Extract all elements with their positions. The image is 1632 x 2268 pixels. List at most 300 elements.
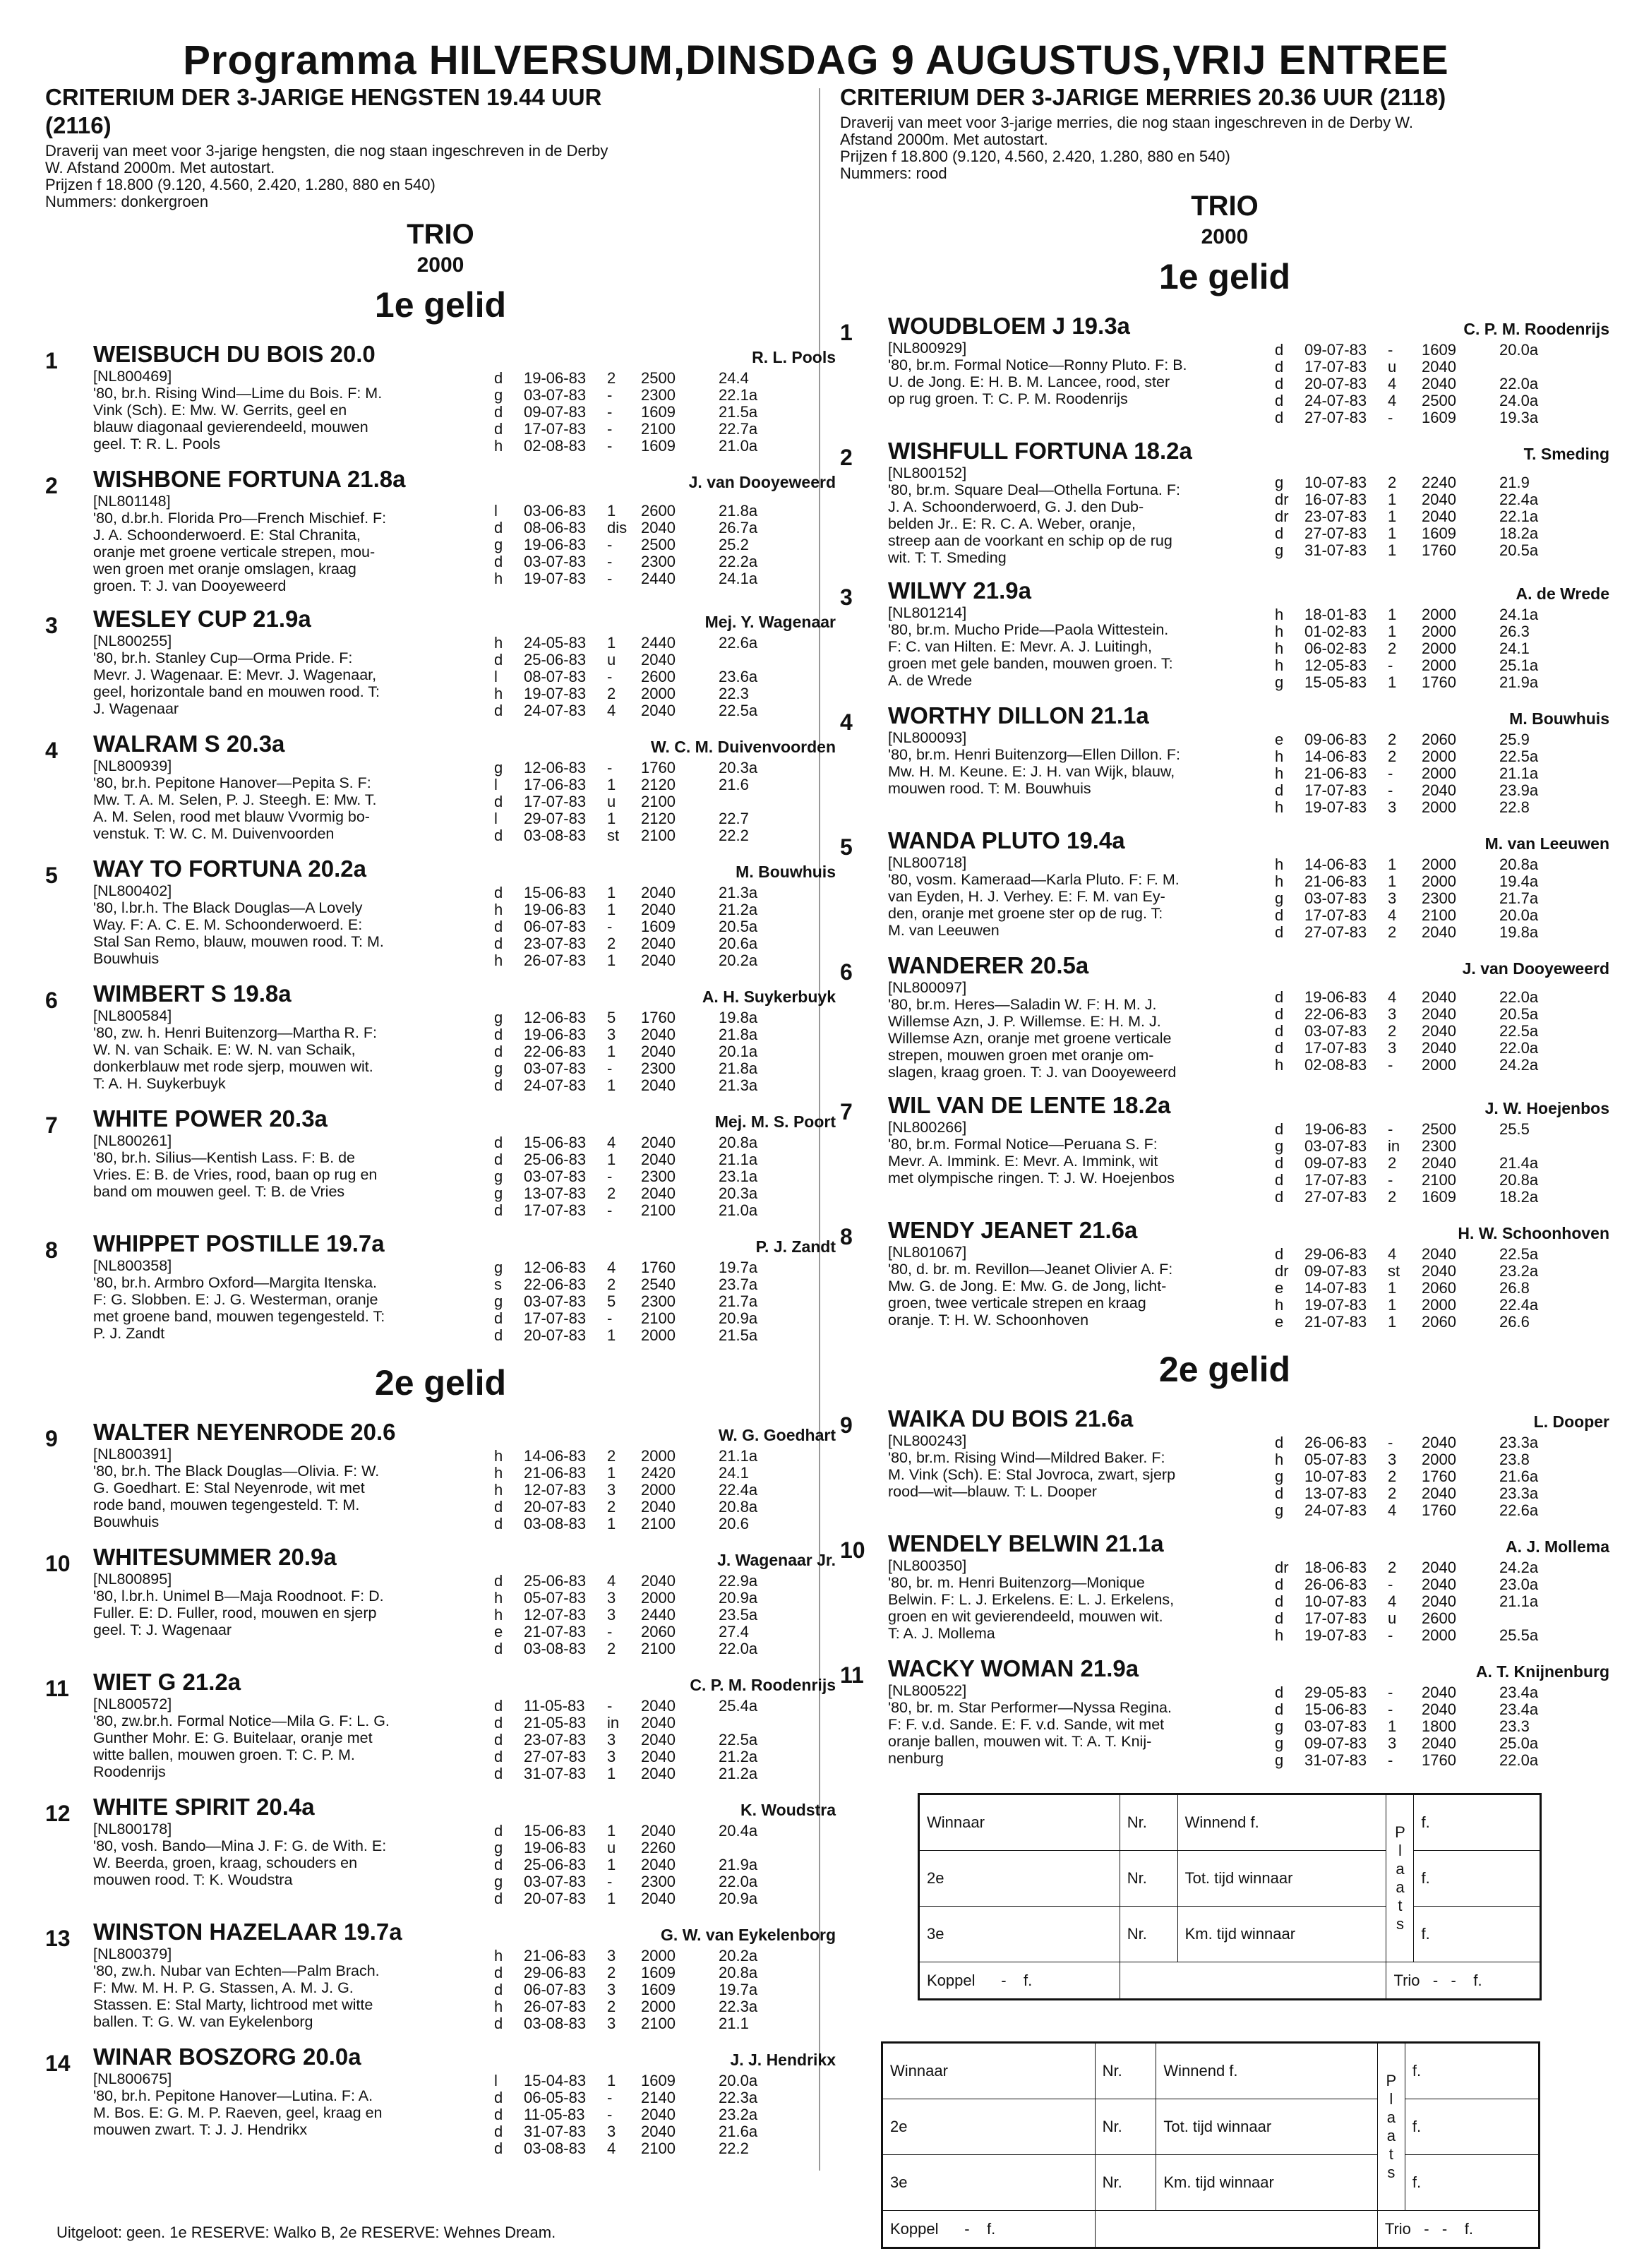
result-distance: 2300: [1422, 889, 1456, 907]
grid-koppel-label: [883, 2211, 1096, 2248]
result-line: [524, 1516, 836, 1532]
entry-track-codes: [1275, 339, 1299, 426]
grid-2e-label: 2e: [883, 2099, 1096, 2155]
entry-info: [93, 2044, 488, 2157]
result-place: 1: [607, 1890, 616, 1907]
result-date: 17-07-83: [524, 1201, 587, 1219]
result-line: [1304, 542, 1609, 559]
result-place: 1: [607, 1822, 616, 1840]
result-distance: 2600: [641, 501, 676, 520]
track-code: d: [494, 1572, 503, 1590]
result-time: 20.6: [719, 1515, 749, 1532]
result-place: -: [607, 420, 613, 438]
result-line: [524, 421, 836, 438]
result-distance: 2040: [1422, 358, 1456, 376]
grid-koppel-value[interactable]: [1095, 2211, 1377, 2248]
entry-description: '80, br.h. Stanley Cup—Orma Pride. F: Mevr. J. Wagenaar. E: Mevr. J. Wagenaar, geel, horizontale band en mouwen rood. T: J. Wagenaar: [93, 649, 380, 717]
result-line: [1304, 1263, 1609, 1280]
result-date: 09-07-83: [1304, 341, 1367, 359]
entry-description: '80, l.br.h. The Black Douglas—A Lovely Way. F: A. C. E. M. Schoonderwoerd. E: Stal San Remo, blauw, mouwen rood. T: M. Bouwhuis: [93, 899, 384, 967]
entry-trainer: W. C. M. Duivenvoorden: [651, 738, 836, 756]
result-time: 21.2a: [719, 1748, 758, 1765]
result-time: 20.1a: [719, 1043, 758, 1060]
result-time: 23.8: [1499, 1451, 1530, 1468]
result-line: [524, 884, 836, 901]
result-line: [524, 1823, 836, 1840]
track-code: d: [494, 369, 503, 387]
result-line: [524, 901, 836, 918]
result-distance: 2300: [641, 1292, 676, 1310]
entry-info: [93, 1230, 488, 1344]
entry-code: [NL800097]: [888, 979, 967, 996]
result-time: 22.0a: [1499, 375, 1539, 392]
result-line: [1304, 640, 1609, 657]
result-place: 2: [607, 369, 616, 387]
right-race-column: [840, 83, 1609, 1780]
entry-description: '80, br.m. Square Deal—Othella Fortuna. F: J. A. Schoonderwoerd, G. J. den Dub- belden Jr.. E: R. C. A. Weber, oranje, streep aan de voorkant en schip op de rug wit. T: T. Smeding: [888, 481, 1180, 566]
result-distance: 2040: [641, 1731, 676, 1748]
entry-track-codes: [1275, 1681, 1299, 1769]
track-code: g: [1275, 541, 1284, 559]
result-place: 2: [1388, 1188, 1397, 1206]
result-place: 1: [1388, 1279, 1397, 1297]
result-distance: 1760: [1422, 673, 1456, 691]
result-place: -: [607, 759, 613, 776]
entry-code: [NL800178]: [93, 1820, 172, 1837]
result-line: [1304, 873, 1609, 890]
left-race-desc: [45, 143, 836, 210]
result-time: 22.2: [719, 827, 749, 844]
grid-nr-label: Nr.: [1095, 2099, 1156, 2155]
result-line: [524, 503, 836, 520]
result-distance: 2140: [641, 2089, 676, 2106]
entry-results: [524, 757, 836, 844]
grid-dash: -: [1424, 2219, 1429, 2238]
result-place: 4: [1388, 1592, 1397, 1610]
track-code: l: [494, 776, 498, 793]
track-code: g: [494, 1259, 503, 1276]
right-gelid-1: 1e gelid: [1158, 257, 1291, 296]
race-entry: [45, 606, 836, 719]
result-distance: 2000: [1422, 606, 1456, 623]
result-time: [719, 1840, 836, 1856]
result-line: [524, 1856, 836, 1873]
result-place: 1: [607, 1326, 616, 1344]
entry-info: [888, 1655, 1269, 1769]
result-line: [524, 2123, 836, 2140]
result-time: 22.7: [719, 810, 749, 827]
entry-code: [NL800391]: [93, 1446, 172, 1463]
track-code: d: [494, 827, 503, 844]
result-place: -: [607, 569, 613, 587]
race-entry: [45, 1919, 836, 2032]
grid-f-cell[interactable]: f.: [1405, 2044, 1538, 2099]
result-date: 21-06-83: [1304, 764, 1367, 782]
entry-info: [93, 1669, 488, 1782]
grid-koppel-value[interactable]: [1120, 1962, 1386, 1999]
result-distance: 2040: [1422, 1484, 1456, 1502]
result-line: [1304, 1057, 1609, 1074]
left-entries-1: [45, 341, 836, 1355]
result-distance: 1609: [1422, 341, 1456, 359]
track-code: d: [1275, 1700, 1284, 1718]
result-distance: 2040: [641, 952, 676, 969]
result-place: -: [607, 403, 613, 421]
result-place: 1: [607, 952, 616, 969]
entry-track-codes: [494, 367, 518, 455]
result-time: 23.0a: [1499, 1576, 1539, 1593]
entry-info: [888, 827, 1269, 941]
result-date: 22-06-83: [1304, 1004, 1367, 1023]
result-line: [1304, 748, 1609, 765]
result-place: 4: [607, 702, 616, 719]
result-line: [1304, 1434, 1609, 1451]
result-line: [524, 2015, 836, 2032]
result-time: 22.4a: [1499, 1296, 1539, 1314]
result-time: 21.9: [1499, 473, 1530, 491]
result-time: 21.9a: [719, 1856, 758, 1873]
result-line: [1304, 1610, 1609, 1627]
result-place: -: [607, 1623, 613, 1640]
grid-plaats-letter: s: [1396, 1915, 1404, 1933]
result-time: 21.1a: [719, 1447, 758, 1465]
result-time: 22.5a: [719, 702, 758, 719]
result-distance: 2040: [641, 1572, 676, 1590]
result-date: 21-06-83: [524, 1464, 587, 1482]
grid-plaats-label: [1386, 1795, 1414, 1962]
result-date: 03-07-83: [1304, 1021, 1367, 1040]
track-code: d: [494, 420, 503, 438]
entry-trainer: A. de Wrede: [1516, 584, 1609, 603]
entry-description: '80, br.h. Rising Wind—Lime du Bois. F: M. Vink (Sch). E: Mw. W. Gerrits, geel en blauw diagonaal gevierendeeld, mouwen geel. T: R. L. Pools: [93, 385, 383, 452]
result-date: 03-07-83: [1304, 1717, 1367, 1735]
entry-number: 1: [840, 320, 853, 345]
track-code: d: [494, 935, 503, 952]
result-distance: 2000: [1422, 1055, 1456, 1074]
result-date: 29-07-83: [524, 810, 587, 827]
track-code: d: [494, 1515, 503, 1532]
result-distance: 2040: [641, 1151, 676, 1168]
track-code: d: [494, 1964, 503, 1981]
result-place: 1: [607, 1765, 616, 1782]
entry-track-codes: [1275, 1556, 1299, 1644]
result-time: 20.8a: [1499, 1171, 1539, 1189]
entry-description: '80, br.h. Silius—Kentish Lass. F: B. de Vries. E: B. de Vries, rood, baan op rug en band om mouwen geel. T: B. de Vries: [93, 1149, 378, 1200]
track-code: g: [494, 1292, 503, 1310]
track-code: d: [494, 2015, 503, 2032]
track-code: d: [494, 1640, 503, 1657]
result-time: 24.4: [719, 369, 749, 387]
result-distance: 2000: [1422, 640, 1456, 657]
grid-f-cell[interactable]: f.: [1414, 1795, 1540, 1851]
result-date: 03-07-83: [1304, 1137, 1367, 1155]
result-place: u: [607, 1839, 616, 1856]
grid-winnaar-label: Winnaar: [883, 2044, 1096, 2099]
entry-number: 6: [840, 959, 853, 985]
result-distance: 2500: [1422, 1120, 1456, 1138]
result-place: 2: [607, 1276, 616, 1293]
result-time: 19.4a: [1499, 872, 1539, 890]
result-place: 1: [607, 1076, 616, 1094]
race-entry: [45, 1544, 836, 1657]
grid-f-cell[interactable]: f.: [1414, 1907, 1540, 1962]
grid-plaats-letter: a: [1386, 2108, 1396, 2127]
result-distance: 2040: [641, 1856, 676, 1873]
result-distance: 2300: [641, 386, 676, 404]
result-place: 1: [1388, 673, 1397, 691]
result-line: [524, 387, 836, 404]
result-line: [1304, 799, 1609, 816]
result-distance: 2000: [641, 1326, 676, 1344]
result-distance: 2000: [641, 1947, 676, 1964]
result-date: 08-06-83: [524, 518, 587, 536]
result-line: [524, 1640, 836, 1657]
result-date: 21-05-83: [524, 1714, 587, 1732]
entry-number: 10: [840, 1537, 865, 1563]
result-line: [524, 1077, 836, 1094]
result-line: [1304, 1314, 1609, 1331]
result-place: 4: [607, 2140, 616, 2157]
entry-number: 13: [45, 1926, 71, 1951]
result-distance: 2040: [1422, 1734, 1456, 1752]
result-line: [524, 935, 836, 952]
result-date: 03-08-83: [524, 2140, 587, 2157]
result-place: 2: [1388, 1468, 1397, 1485]
race-entry: [45, 1419, 836, 1532]
track-code: h: [494, 952, 503, 969]
result-date: 03-08-83: [524, 2015, 587, 2032]
entry-name: WAY TO FORTUNA 20.2a: [93, 856, 366, 882]
track-code: d: [1275, 923, 1284, 941]
result-place: 2: [607, 1640, 616, 1657]
entry-description: '80, l.br.h. Unimel B—Maja Roodnoot. F: D. Fuller. E: D. Fuller, rood, mouwen en sjerp geel. T: J. Wagenaar: [93, 1588, 384, 1638]
result-date: 13-07-83: [524, 1184, 587, 1202]
grid-plaats-letter: a: [1396, 1878, 1405, 1897]
entry-number: 14: [45, 2051, 71, 2076]
result-line: [1304, 1701, 1609, 1718]
right-trio-heading: TRIO: [1191, 191, 1259, 222]
result-time: 24.1: [719, 1464, 749, 1482]
result-line: [524, 1499, 836, 1516]
left-race-desc-line: W. Afstand 2000m. Met autostart.: [45, 159, 275, 176]
result-place: 3: [607, 2123, 616, 2140]
entry-code: [NL800243]: [888, 1432, 967, 1449]
result-date: 12-07-83: [524, 1606, 587, 1624]
grid-f-cell[interactable]: f.: [1405, 2155, 1538, 2211]
result-line: [1304, 907, 1609, 924]
result-distance: 1609: [641, 437, 676, 455]
track-code: d: [494, 2089, 503, 2106]
entry-name: WISHFULL FORTUNA 18.2a: [888, 438, 1192, 464]
result-distance: 2060: [1422, 1279, 1456, 1297]
entry-code: [NL800675]: [93, 2070, 172, 2087]
result-line: [524, 1964, 836, 1981]
result-line: [1304, 1189, 1609, 1206]
result-time: 22.4a: [1499, 490, 1539, 508]
grid-f-cell[interactable]: f.: [1405, 2099, 1538, 2155]
result-place: 5: [607, 1009, 616, 1026]
result-time: 22.0a: [1499, 1038, 1539, 1057]
track-code: h: [1275, 1451, 1284, 1468]
entry-results: [524, 500, 836, 595]
race-entry: [45, 856, 836, 969]
result-line: [1304, 508, 1609, 525]
entry-trainer: A. T. Knijnenburg: [1475, 1662, 1609, 1681]
grid-dash: -: [1441, 2219, 1448, 2238]
left-gelid-1: 1e gelid: [374, 285, 507, 325]
result-time: 21.5a: [719, 403, 758, 421]
result-time: 25.5: [1499, 1120, 1530, 1138]
entry-name: WILWY 21.9a: [888, 577, 1031, 604]
result-line: [1304, 1121, 1609, 1138]
track-code: g: [494, 535, 503, 553]
result-date: 12-06-83: [524, 759, 587, 776]
entry-trainer: J. van Dooyeweerd: [688, 473, 836, 491]
result-place: -: [1388, 1120, 1393, 1138]
result-line: [1304, 924, 1609, 941]
result-date: 11-05-83: [524, 1697, 585, 1715]
right-race-desc: [840, 114, 1609, 182]
track-code: h: [494, 1447, 503, 1465]
result-date: 19-07-83: [1304, 1296, 1367, 1314]
result-time: 21.5a: [719, 1326, 758, 1344]
result-place: -: [607, 2106, 613, 2123]
left-trio-heading: TRIO: [407, 219, 474, 250]
grid-tot-tijd-label: Tot. tijd winnaar: [1156, 2099, 1377, 2155]
entry-results: [524, 1445, 836, 1532]
result-place: -: [1388, 764, 1393, 782]
result-place: -: [607, 1168, 613, 1185]
track-code: d: [494, 884, 503, 901]
result-date: 19-06-83: [524, 535, 587, 553]
result-distance: 2420: [641, 1464, 676, 1482]
result-place: 2: [607, 1964, 616, 1981]
result-time: 21.2a: [719, 901, 758, 918]
entry-description: '80, br.h. Armbro Oxford—Margita Itenska. F: G. Slobben. E: J. G. Westerman, oranje met groene band, mouwen tegengesteld. T: P. J. Zandt: [93, 1274, 385, 1342]
track-code: d: [494, 403, 503, 421]
entry-description: '80, br.m. Formal Notice—Peruana S. F: Mevr. A. Immink. E: Mevr. A. Immink, wit met olympische ringen. T: J. W. Hoejenbos: [888, 1136, 1175, 1187]
result-date: 17-07-83: [1304, 1038, 1367, 1057]
result-distance: 2120: [641, 776, 676, 793]
result-distance: 2040: [641, 1822, 676, 1840]
result-date: 31-07-83: [1304, 541, 1367, 559]
result-line: [524, 827, 836, 844]
result-line: [1304, 1155, 1609, 1172]
result-distance: 2000: [1422, 748, 1456, 765]
result-time: 20.8a: [719, 1964, 758, 1981]
result-date: 14-06-83: [1304, 856, 1367, 873]
grid-nr-label: Nr.: [1095, 2155, 1156, 2211]
result-place: 1: [607, 1464, 616, 1482]
result-line: [1304, 1468, 1609, 1485]
entry-results: [524, 632, 836, 719]
left-gelid-2: 2e gelid: [374, 1363, 507, 1403]
result-line: [524, 652, 836, 668]
race-entry: [840, 313, 1609, 426]
result-line: [524, 918, 836, 935]
entry-trainer: J. van Dooyeweerd: [1462, 959, 1609, 978]
result-date: 15-05-83: [1304, 673, 1367, 691]
result-distance: 2040: [641, 935, 676, 952]
result-line: [524, 1276, 836, 1293]
result-time: 25.2: [719, 535, 749, 553]
result-line: [1304, 376, 1609, 392]
result-distance: 1609: [641, 918, 676, 935]
entry-track-codes: [494, 1945, 518, 2032]
grid-winnend-label: Winnend f.: [1177, 1795, 1386, 1851]
result-distance: 2040: [641, 1498, 676, 1516]
result-distance: 2300: [641, 1873, 676, 1890]
result-place: -: [607, 918, 613, 935]
result-place: 2: [1388, 923, 1397, 941]
track-code: d: [494, 1498, 503, 1516]
entry-number: 7: [840, 1099, 853, 1124]
grid-nr-label: Nr.: [1120, 1795, 1177, 1851]
result-date: 12-06-83: [524, 1009, 587, 1026]
result-date: 09-06-83: [1304, 731, 1367, 748]
result-distance: 2100: [641, 1515, 676, 1532]
result-place: 4: [1388, 392, 1397, 409]
result-time: 22.6a: [1499, 1501, 1539, 1519]
track-code: d: [1275, 1188, 1284, 1206]
track-code: g: [494, 1168, 503, 1185]
result-time: 21.3a: [719, 884, 758, 901]
result-distance: 1609: [641, 1981, 676, 1998]
entry-track-codes: [494, 882, 518, 969]
result-time: 20.5a: [719, 918, 758, 935]
grid-tot-tijd-label: Tot. tijd winnaar: [1177, 1851, 1386, 1907]
race-entry: [45, 341, 836, 455]
result-place: 2: [607, 1184, 616, 1202]
result-time: 24.0a: [1499, 392, 1539, 409]
grid-km-tijd-label: Km. tijd winnaar: [1156, 2155, 1377, 2211]
result-place: u: [607, 651, 616, 668]
result-date: 25-06-83: [524, 1856, 587, 1873]
result-distance: 2040: [641, 651, 676, 668]
result-line: [524, 776, 836, 793]
track-code: g: [494, 1184, 503, 1202]
result-place: 4: [1388, 906, 1397, 924]
entry-description: '80, vosm. Kameraad—Karla Pluto. F: F. M. van Eyden, H. J. Verhey. E: F. M. van Ey- den, oranje met groene ster op de rug. T: M. van Leeuwen: [888, 871, 1180, 939]
grid-plaats-letter: l: [1398, 1842, 1402, 1860]
result-time: 20.0a: [719, 2072, 758, 2089]
entry-description: '80, br.m. Rising Wind—Mildred Baker. F: M. Vink (Sch). E: Stal Jovroca, zwart, sjerp rood—wit—blauw. T: L. Dooper: [888, 1449, 1176, 1500]
result-date: 25-06-83: [524, 651, 587, 668]
grid-plaats-letter: s: [1387, 2164, 1396, 2182]
result-date: 25-06-83: [524, 1572, 587, 1590]
left-race-desc-line: Prijzen f 18.800 (9.120, 4.560, 2.420, 1.280, 880 en 540): [45, 176, 436, 193]
result-date: 03-07-83: [524, 1060, 587, 1077]
entry-code: [NL800379]: [93, 1945, 172, 1962]
result-distance: 2040: [641, 1765, 676, 1782]
grid-f-cell[interactable]: f.: [1414, 1851, 1540, 1907]
track-code: d: [494, 1748, 503, 1765]
entry-description: '80, br.m. Mucho Pride—Paola Wittestein. F: C. van Hilten. E: Mevr. A. J. Luitingh, groen met gele banden, mouwen groen. T: A. de Wrede: [888, 621, 1173, 689]
entry-number: 11: [45, 1676, 69, 1701]
entry-info: [93, 1919, 488, 2032]
entry-track-codes: [494, 632, 518, 719]
result-date: 03-08-83: [524, 1515, 587, 1532]
result-time: 21.0a: [719, 437, 758, 455]
entry-results: [1304, 1556, 1609, 1644]
result-date: 19-06-83: [524, 369, 587, 387]
entry-trainer: Mej. M. S. Poort: [714, 1112, 836, 1131]
race-entry: [840, 1092, 1609, 1206]
track-code: d: [494, 918, 503, 935]
grid-trio-text: Trio: [1384, 2219, 1411, 2238]
result-time: 26.8: [1499, 1279, 1530, 1297]
result-time: 23.3a: [1499, 1434, 1539, 1451]
